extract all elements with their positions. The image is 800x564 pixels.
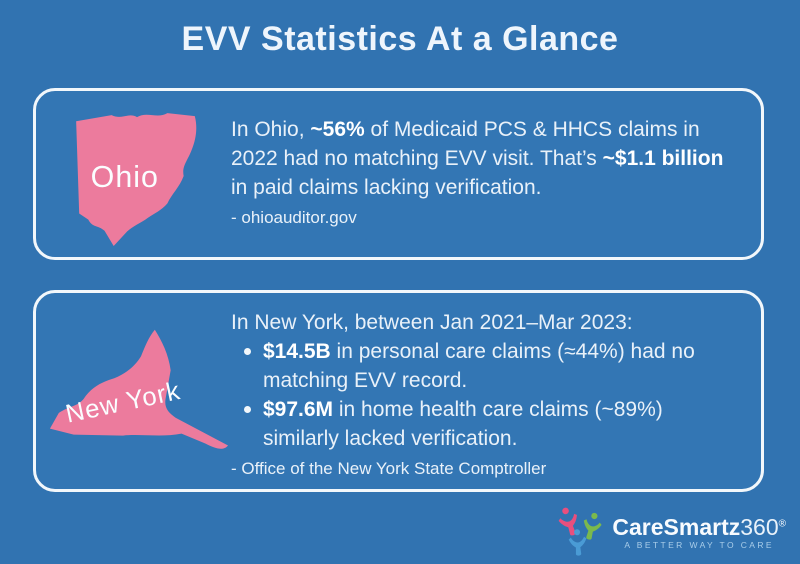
new-york-state-icon	[44, 321, 232, 471]
bullet-home-health: $97.6M in home health care claims (~89%) similarly lacked verification.	[231, 395, 776, 453]
ohio-state-label: Ohio	[90, 160, 159, 195]
caresmartz-logo-icon	[553, 506, 609, 558]
caresmartz-logo	[553, 506, 786, 558]
ohio-state-icon	[64, 106, 210, 248]
bullet-personal-care: $14.5B in personal care claims (≈44%) had no matching EVV record.	[231, 337, 776, 395]
new-york-bullet-list	[231, 337, 776, 453]
new-york-source: - Office of the New York State Comptroller	[231, 459, 547, 478]
brand-tagline: A BETTER WAY TO CARE	[624, 539, 774, 550]
new-york-intro-text: In New York, between Jan 2021–Mar 2023:	[231, 311, 633, 334]
logo-figure-green	[580, 511, 604, 542]
registered-mark: ®	[778, 517, 786, 529]
ohio-source: - ohioauditor.gov	[231, 208, 357, 227]
new-york-state-label: New York	[63, 377, 184, 429]
brand-name-bold: CareSmartz	[612, 513, 741, 540]
caresmartz-logo-text	[612, 515, 786, 550]
ohio-card	[33, 88, 764, 260]
brand-name-360: 360	[740, 513, 779, 540]
new-york-card	[33, 290, 764, 492]
ohio-statistic-text: In Ohio, ~56% of Medicaid PCS & HHCS claims in 2022 had no matching EVV visit. That’s ~$1.1 billion in paid claims lacking verification.	[231, 118, 724, 199]
page-title: EVV Statistics At a Glance	[181, 20, 619, 58]
brand-name	[612, 515, 786, 539]
